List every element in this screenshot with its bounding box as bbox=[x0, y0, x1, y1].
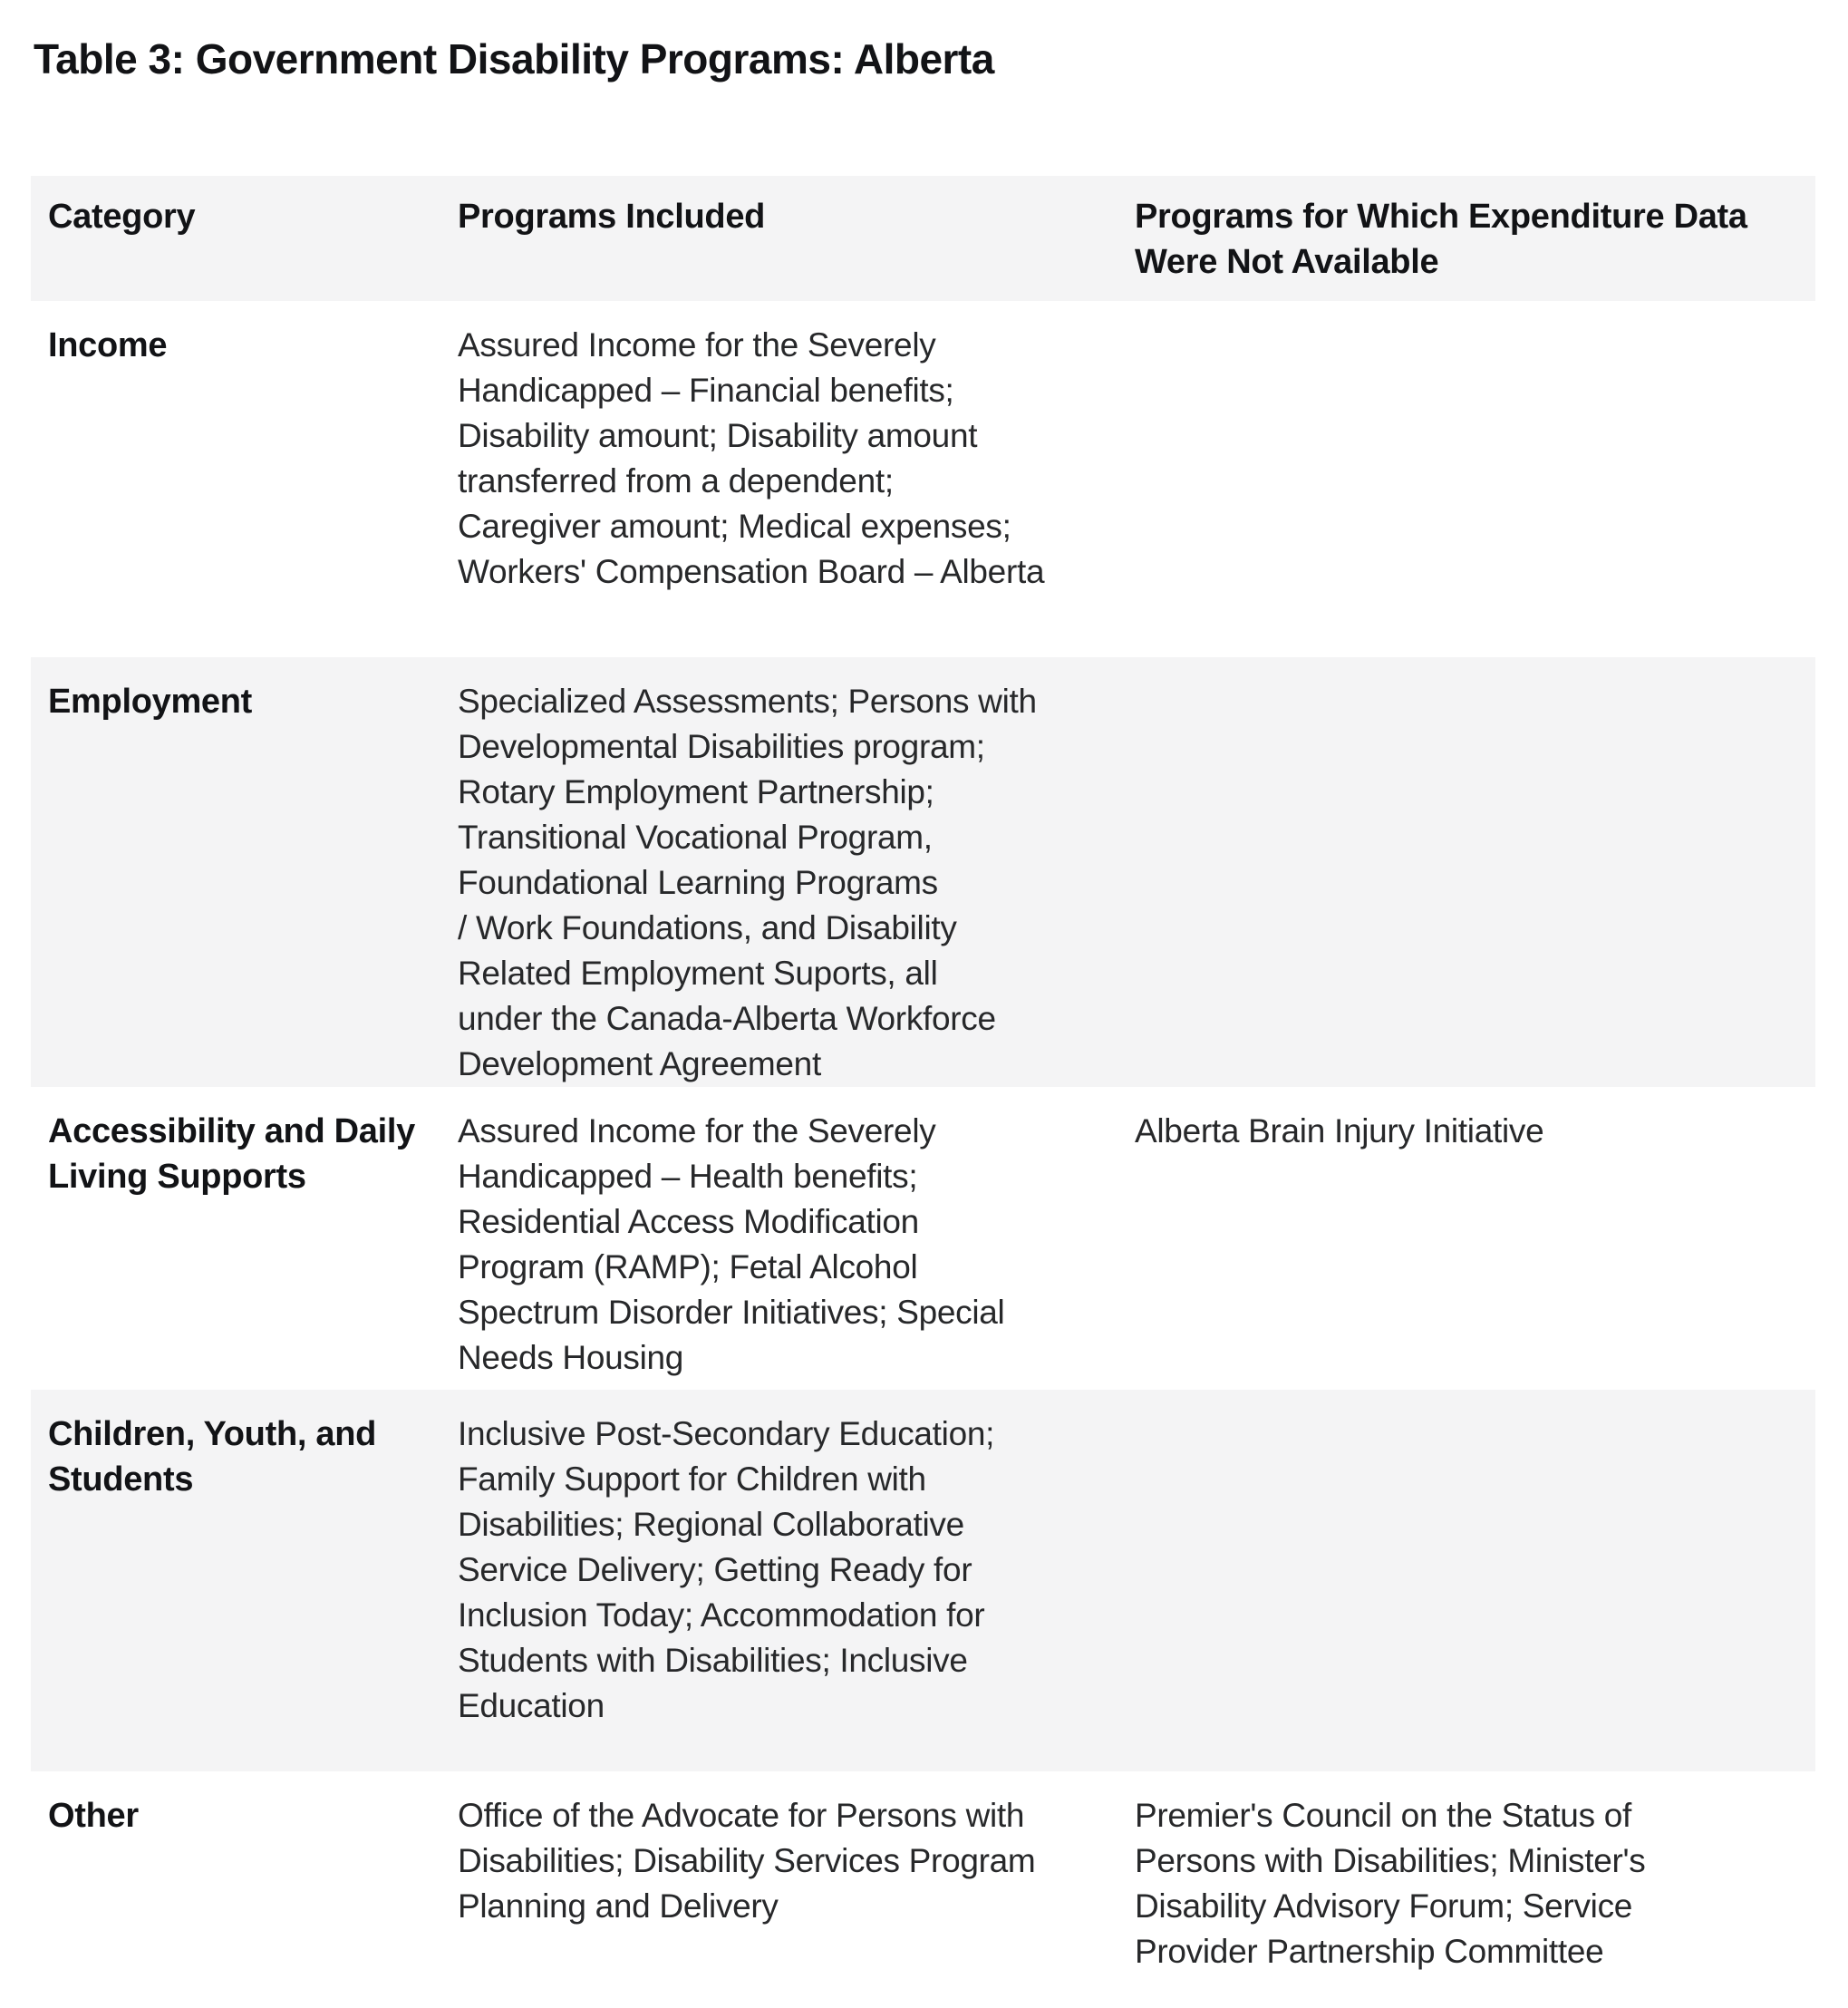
column-header-category: Category bbox=[48, 198, 196, 236]
programs-cell: Specialized Assessments; Persons with Developmental Disabilities program; Rotary Employment Partnership; Transitional Vocational Program, Foundational Learning Programs / Work Foundations, and Disability Related Employment Suports, all under the Canada-Alberta Workforce Development Agreement bbox=[458, 683, 1037, 1082]
programs-cell: Inclusive Post-Secondary Education; Family Support for Children with Disabilities; Regional Collaborative Service Delivery; Getting Ready for Inclusion Today; Accommodation for Students with Disabilities; Inclusive Education bbox=[458, 1415, 995, 1724]
table-title: Table 3: Government Disability Programs: Alberta bbox=[34, 35, 994, 82]
programs-cell: Assured Income for the Severely Handicapped – Health benefits; Residential Access Modification Program (RAMP); Fetal Alcohol Spectrum Disorder Initiatives; Special Needs Housing bbox=[458, 1112, 1005, 1376]
category-cell: Children, Youth, and Students bbox=[48, 1415, 377, 1499]
table-row-other bbox=[31, 1771, 1815, 2008]
table-row-employment bbox=[31, 657, 1815, 1087]
programs-cell: Office of the Advocate for Persons with Disabilities; Disability Services Program Planning and Delivery bbox=[458, 1797, 1036, 1925]
category-cell: Employment bbox=[48, 683, 253, 721]
table-row-income bbox=[31, 301, 1815, 657]
column-header-programs-included: Programs Included bbox=[458, 198, 766, 236]
category-cell: Accessibility and Daily Living Supports bbox=[48, 1112, 415, 1196]
table-header-row bbox=[31, 176, 1815, 301]
category-cell: Other bbox=[48, 1797, 139, 1835]
table-row-children-youth-students bbox=[31, 1390, 1815, 1771]
no-data-cell bbox=[1135, 679, 1815, 1087]
column-header-expenditure-data-not-available: Programs for Which Expenditure Data Were Not Available bbox=[1135, 198, 1747, 281]
no-data-cell: Alberta Brain Injury Initiative bbox=[1135, 1112, 1544, 1150]
programs-table bbox=[31, 176, 1815, 2008]
no-data-cell bbox=[1135, 323, 1815, 657]
no-data-cell bbox=[1135, 1411, 1815, 1771]
table-row-accessibility bbox=[31, 1087, 1815, 1390]
no-data-cell: Premier's Council on the Status of Persons with Disabilities; Minister's Disability Advisory Forum; Service Provider Partnership Committee bbox=[1135, 1797, 1646, 1970]
programs-cell: Assured Income for the Severely Handicapped – Financial benefits; Disability amount; Disability amount transferred from a dependent; Caregiver amount; Medical expenses; Workers' Compensation Board – Alberta bbox=[458, 326, 1045, 590]
category-cell: Income bbox=[48, 326, 168, 364]
